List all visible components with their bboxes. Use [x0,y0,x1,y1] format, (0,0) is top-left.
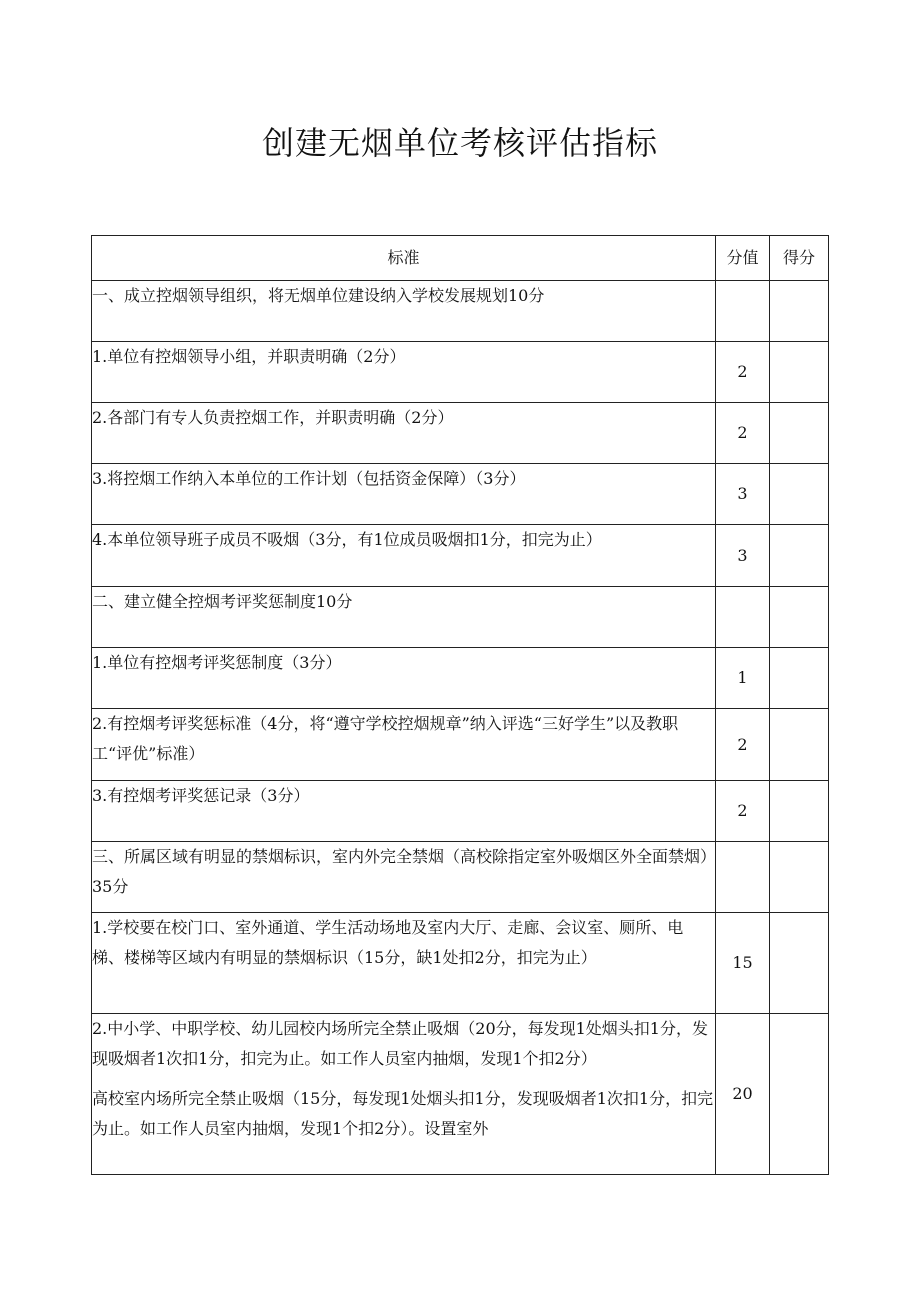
table-header-row [92,236,829,281]
header-standard: 标准 [92,236,716,281]
value-cell: 2 [716,342,770,403]
value-cell: 2 [716,403,770,464]
table-row [92,781,829,842]
standard-text: 2.各部门有专人负责控烟工作，并职责明确（2分） [92,408,454,427]
table-row [92,842,829,913]
standard-text: 一、成立控烟领导组织，将无烟单位建设纳入学校发展规划10分 [92,286,545,305]
table-row [92,281,829,342]
standard-cell [92,648,716,709]
value-cell: 3 [716,525,770,587]
header-value: 分值 [716,236,770,281]
score-cell[interactable] [770,587,829,648]
standard-cell [92,525,716,587]
score-cell[interactable] [770,281,829,342]
standard-cell [92,403,716,464]
standard-text: 3.有控烟考评奖惩记录（3分） [92,786,310,805]
score-cell[interactable] [770,648,829,709]
score-cell[interactable] [770,913,829,1014]
table-row [92,648,829,709]
table-row [92,1014,829,1175]
score-cell[interactable] [770,525,829,587]
score-cell[interactable] [770,842,829,913]
table-row [92,913,829,1014]
table-row [92,709,829,781]
table-row [92,525,829,587]
value-cell [716,281,770,342]
standard-cell [92,587,716,648]
standard-text: 1.学校要在校门口、室外通道、学生活动场地及室内大厅、走廊、会议室、厕所、电梯、楼梯等区域内有明显的禁烟标识（15分，缺1处扣2分，扣完为止） [92,918,684,967]
value-cell: 1 [716,648,770,709]
standard-text: 3.将控烟工作纳入本单位的工作计划（包括资金保障）（3分） [92,469,526,488]
standard-cell [92,781,716,842]
standard-text: 1.单位有控烟领导小组，并职责明确（2分） [92,347,406,366]
standard-text: 三、所属区域有明显的禁烟标识，室内外完全禁烟（高校除指定室外吸烟区外全面禁烟）35分 [92,847,709,896]
score-cell[interactable] [770,342,829,403]
table-row [92,403,829,464]
standard-cell [92,1014,716,1175]
value-cell [716,587,770,648]
table-row [92,464,829,525]
value-cell [716,842,770,913]
standard-text: 2.有控烟考评奖惩标准（4分，将“遵守学校控烟规章”纳入评选“三好学生”以及教职工“评优”标准） [92,714,679,763]
standard-cell [92,709,716,781]
value-cell: 2 [716,709,770,781]
standard-cell [92,842,716,913]
score-cell[interactable] [770,709,829,781]
standard-text: 二、建立健全控烟考评奖惩制度10分 [92,592,353,611]
value-cell: 3 [716,464,770,525]
score-cell[interactable] [770,1014,829,1175]
standard-cell [92,464,716,525]
score-cell[interactable] [770,403,829,464]
standard-text: 高校室内场所完全禁止吸烟（15分，每发现1处烟头扣1分，发现吸烟者1次扣1分，扣完为止。如工作人员室内抽烟，发现1个扣2分）。设置室外 [92,1089,714,1138]
value-cell: 15 [716,913,770,1014]
value-cell: 20 [716,1014,770,1175]
value-cell: 2 [716,781,770,842]
table-row [92,587,829,648]
standard-text: 1.单位有控烟考评奖惩制度（3分） [92,653,342,672]
score-cell[interactable] [770,464,829,525]
standard-cell [92,281,716,342]
standard-cell [92,913,716,1014]
standard-text: 2.中小学、中职学校、幼儿园校内场所完全禁止吸烟（20分，每发现1处烟头扣1分，发现吸烟者1次扣1分，扣完为止。如工作人员室内抽烟，发现1个扣2分） [92,1019,708,1068]
table-row [92,342,829,403]
page-title: 创建无烟单位考核评估指标 [261,124,658,162]
assessment-table [91,235,829,1175]
standard-cell [92,342,716,403]
standard-text: 4.本单位领导班子成员不吸烟（3分，有1位成员吸烟扣1分，扣完为止） [92,530,602,549]
score-cell[interactable] [770,781,829,842]
header-score: 得分 [770,236,829,281]
